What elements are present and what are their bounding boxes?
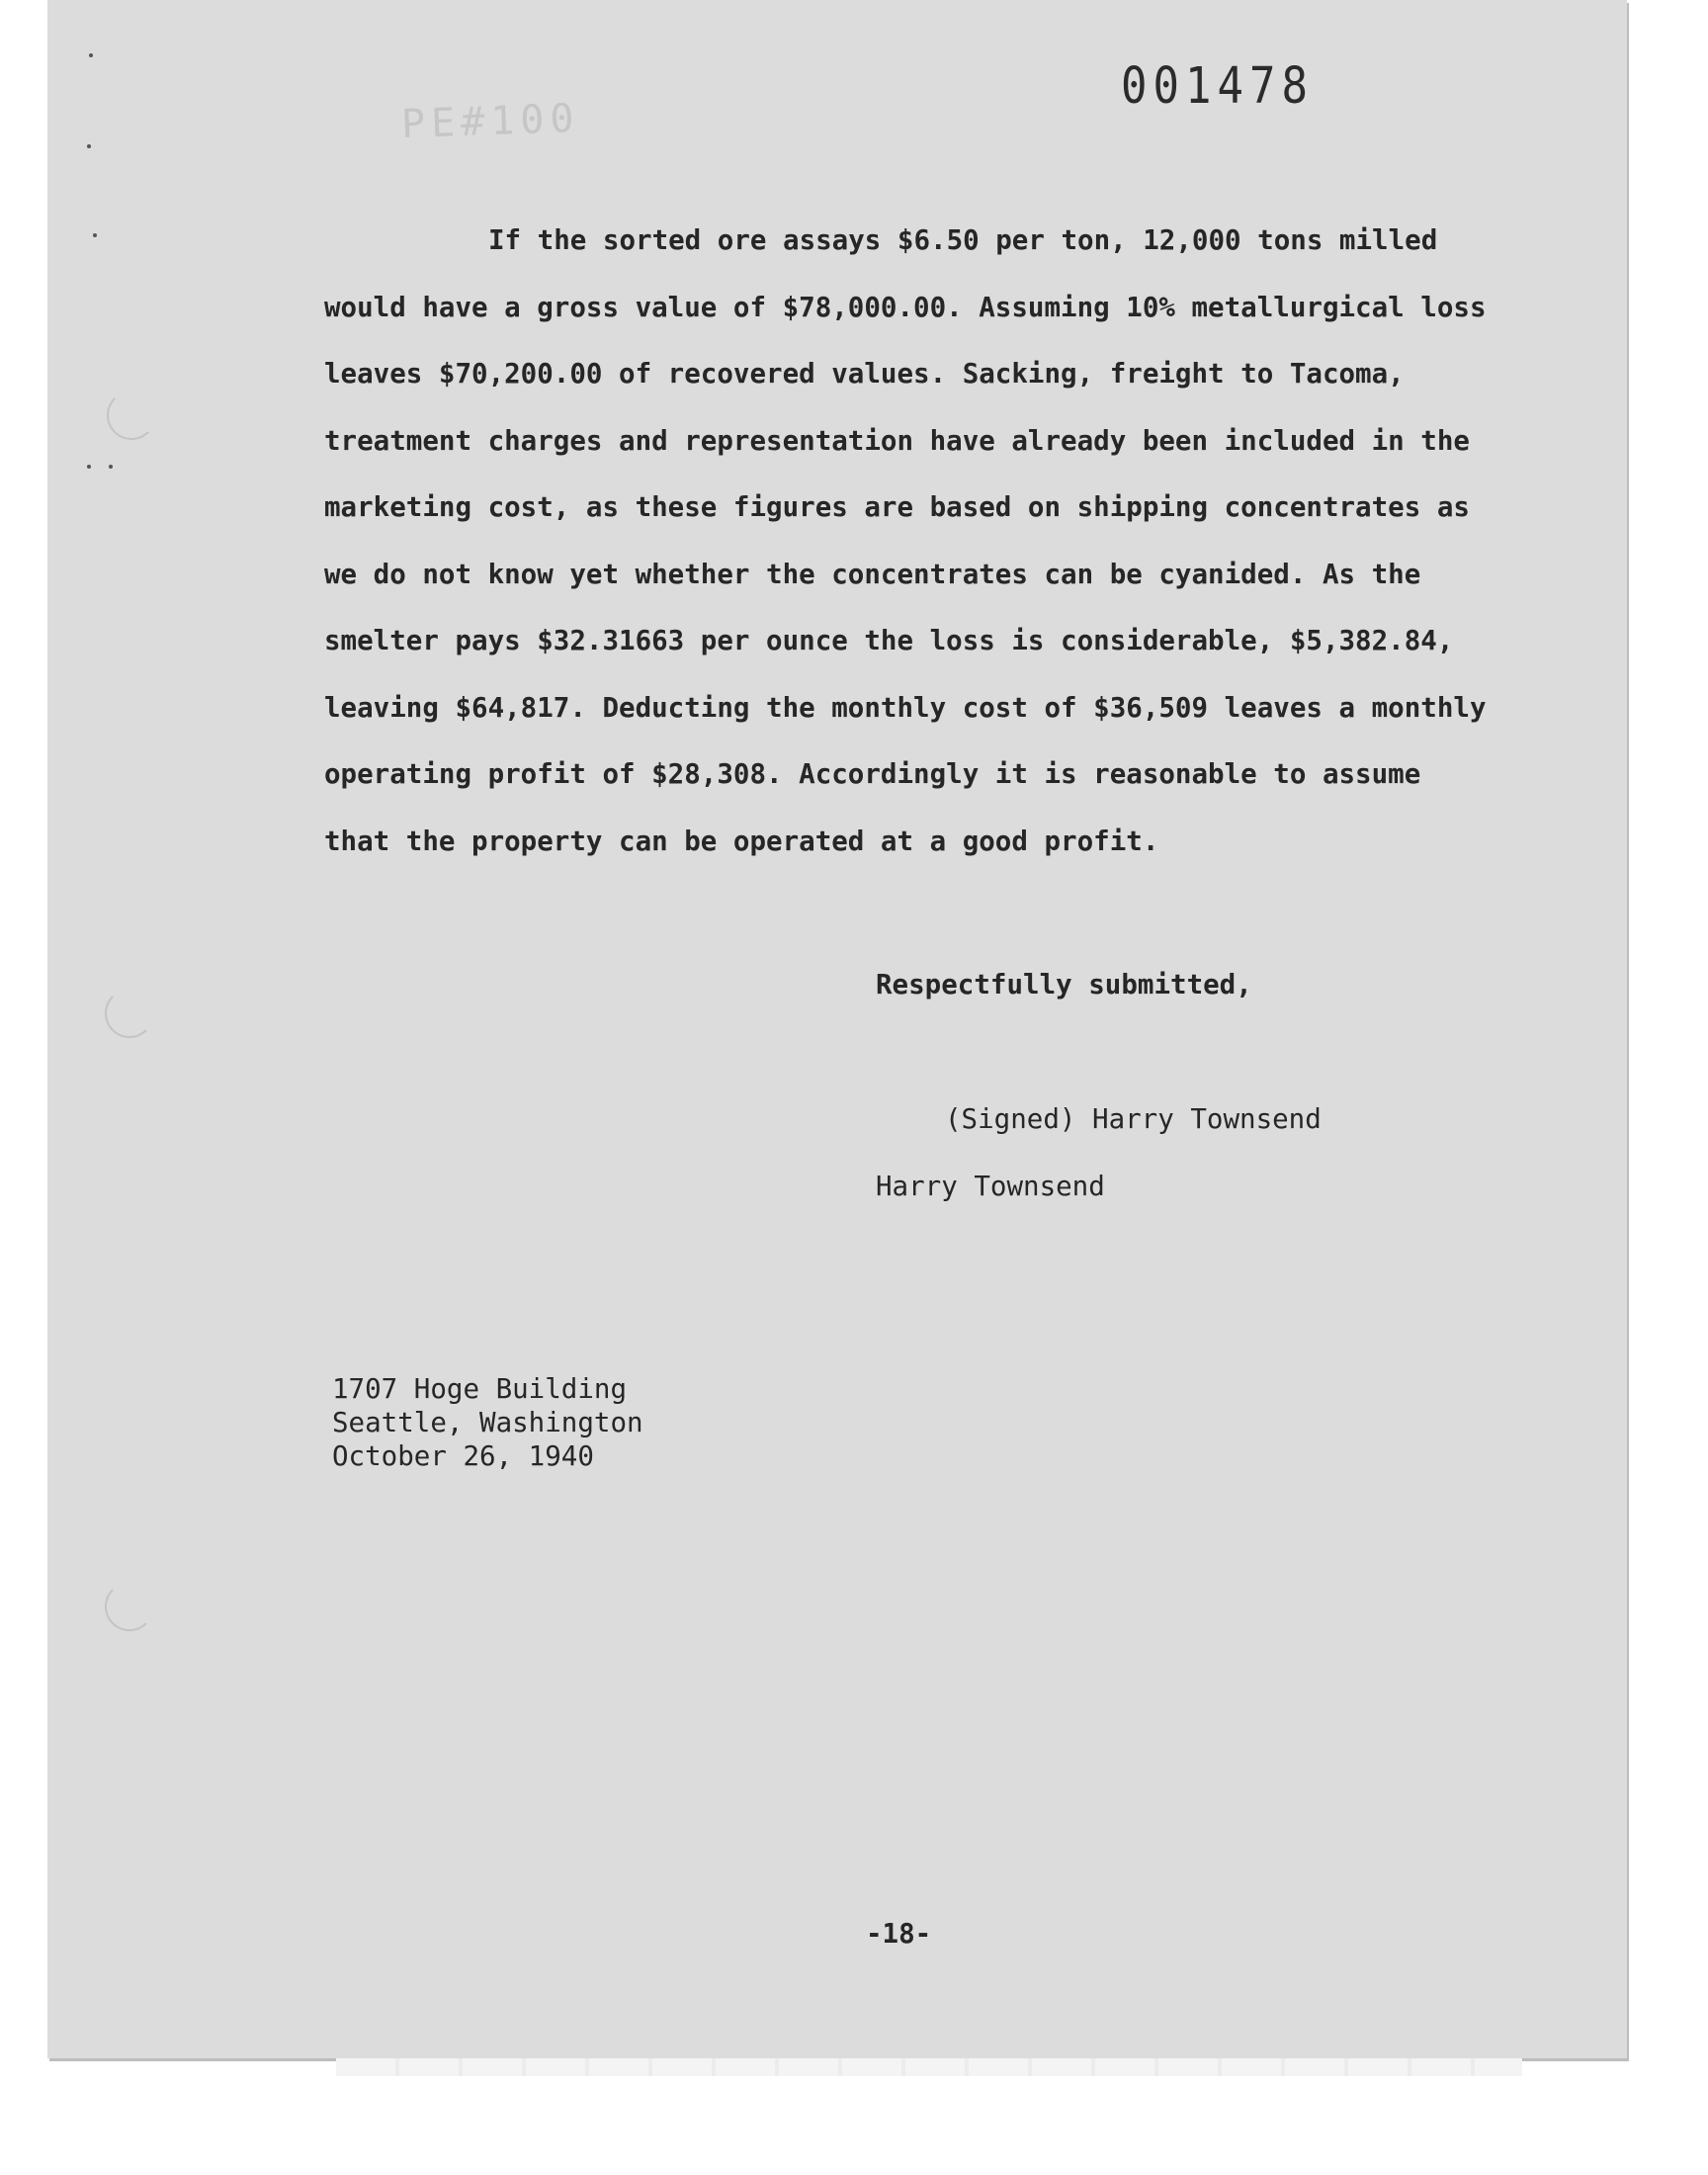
scan-bottom-edge bbox=[336, 2058, 1522, 2076]
faded-stamp: PE#100 bbox=[400, 95, 581, 148]
sender-address bbox=[332, 1372, 643, 1473]
punch-hole bbox=[107, 391, 156, 440]
scan-speck bbox=[109, 465, 113, 469]
punch-hole bbox=[105, 1582, 154, 1631]
bates-number: 001478 bbox=[1121, 57, 1314, 116]
closing-line: Respectfully submitted, bbox=[876, 969, 1252, 1000]
punch-hole bbox=[105, 989, 154, 1038]
document-page bbox=[47, 0, 1627, 2058]
scan-speck bbox=[93, 233, 97, 237]
document-date: October 26, 1940 bbox=[332, 1440, 594, 1472]
address-line-city: Seattle, Washington bbox=[332, 1407, 643, 1438]
scan-speck bbox=[89, 53, 93, 57]
scan-speck bbox=[87, 144, 91, 148]
scan-speck bbox=[87, 465, 91, 469]
signed-line: (Signed) Harry Townsend bbox=[945, 1103, 1322, 1135]
body-paragraph: If the sorted ore assays $6.50 per ton, 12,000 tons milled would have a gross value of $78,000.00. Assuming 10% metallurgical loss leaves $70,200.00 of recovered values. Sacking, freight to Tacoma, treatment charges and representation have already been included in the marketing cost, as these figures are based on shipping concentrates as we do not know yet whether the concentrates can be cyanided. As the smelter pays $32.31663 per ounce the loss is considerable, $5,382.84, leaving $64,817. Deducting the monthly cost of $36,509 leaves a monthly operating profit of $28,308. Accordingly it is reasonable to assume that the property can be operated at a good profit. bbox=[324, 224, 1487, 857]
address-line-building: 1707 Hoge Building bbox=[332, 1373, 628, 1405]
signer-name: Harry Townsend bbox=[876, 1171, 1105, 1202]
page-number: -18- bbox=[866, 1918, 932, 1950]
